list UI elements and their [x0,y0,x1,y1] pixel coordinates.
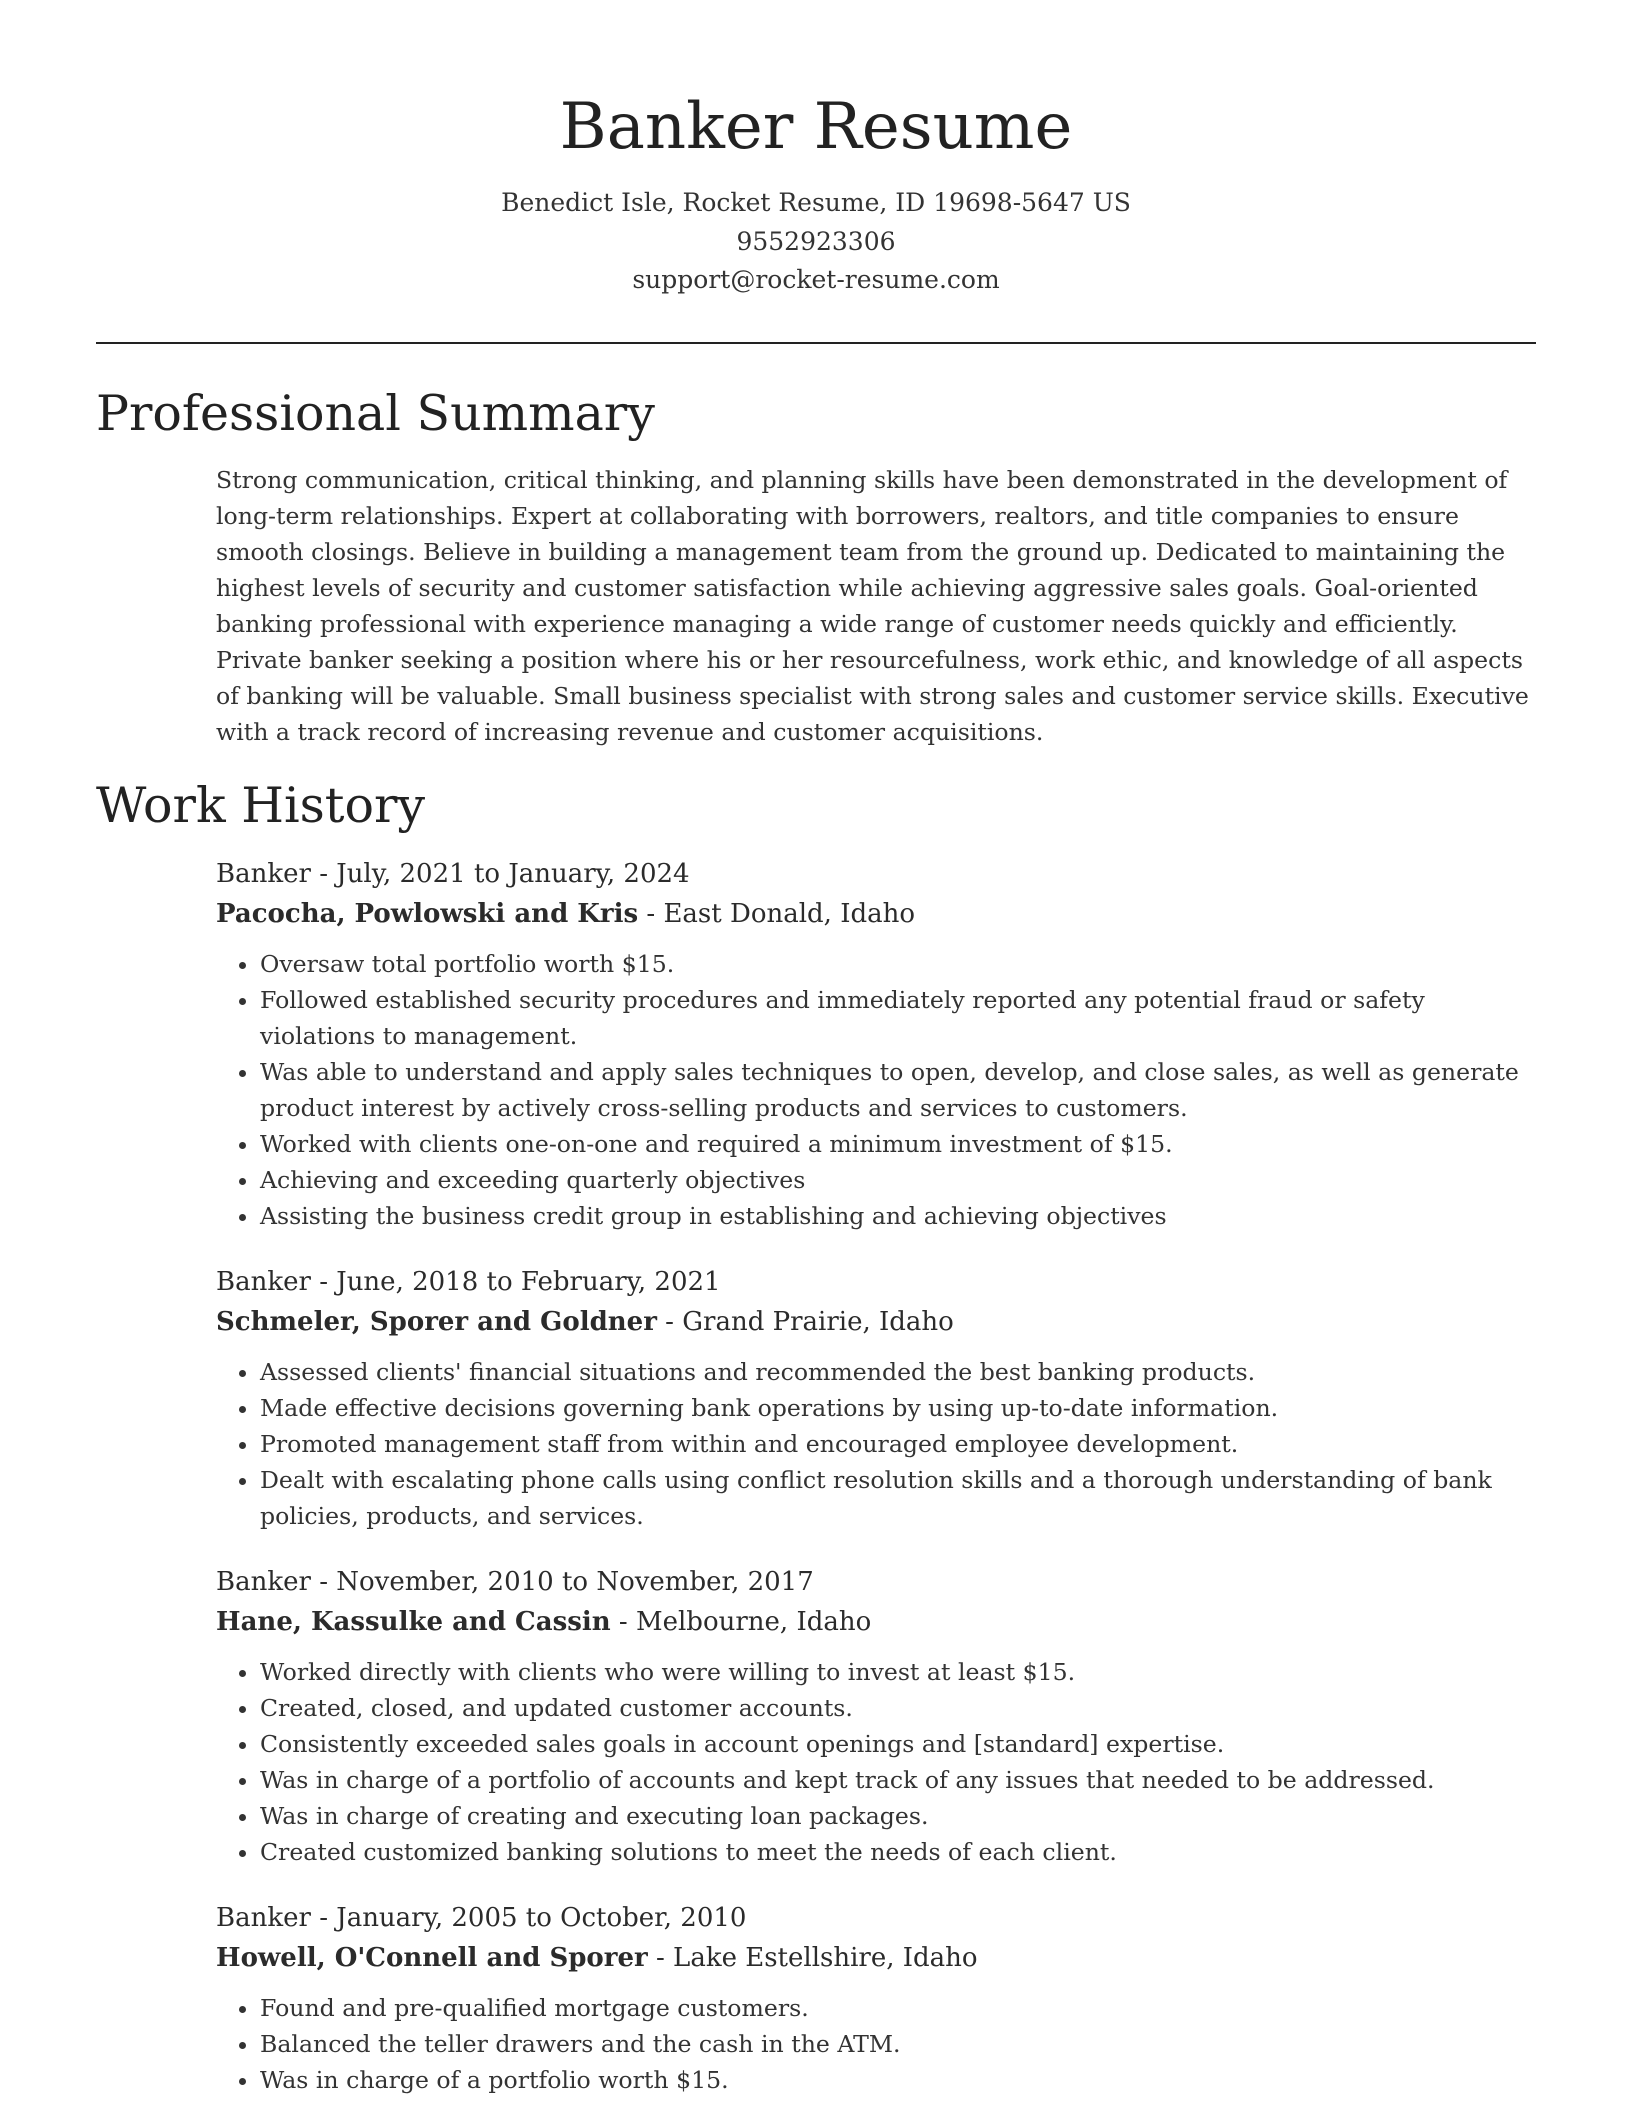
bullet-item: • Created customized banking solutions to meet the needs of each client. [260,1834,1541,1870]
job-title-line [216,1262,1541,1302]
summary-text: Strong communication, critical thinking, and planning skills have been demonstrated in the development of long-term relationships. Expert at collaborating with borrowers, realtors, and title companies to ensure smooth closings. Believe in building a management team from the ground up. Dedicated to maintaining the highest levels of security and customer satisfaction while achieving aggressive sales goals. Goal-oriented banking professional with experience managing a wide range of customer needs quickly and efficiently. Private banker seeking a position where his or her resourcefulness, work ethic, and knowledge of all aspects of banking will be valuable. Small business specialist with strong sales and customer service skills. Executive with a track record of increasing revenue and customer acquisitions. [216,466,1529,746]
bullet-item: • Found and pre-qualified mortgage customers. [260,1990,1541,2026]
separator: - [310,1267,337,1297]
resume-header [0,0,1632,300]
job-role: Banker [216,1567,311,1597]
job-dates: June, 2018 to February, 2021 [336,1267,721,1297]
bullet-item: • Created, closed, and updated customer accounts. [260,1690,1541,1726]
job-location: Lake Estellshire, Idaho [673,1943,978,1973]
bullet-item: • Followed established security procedures and immediately reported any potential fraud or safety violations to management. [260,982,1541,1054]
job-location: Grand Prairie, Idaho [682,1307,954,1337]
bullet-item: • Assisting the business credit group in establishing and achieving objectives [260,1198,1541,1234]
job-company: Pacocha, Powlowski and Kris [216,899,639,929]
job-entry [216,1562,1541,1870]
job-company-line [216,1602,1541,1642]
job-company: Schmeler, Sporer and Goldner [216,1307,657,1337]
separator: - [310,1567,337,1597]
work-history-list [216,854,1541,2112]
bullet-item: • Oversaw total portfolio worth $15. [260,946,1541,982]
job-dates: November, 2010 to November, 2017 [336,1567,814,1597]
job-entry [216,1898,1541,2098]
job-company-line [216,1302,1541,1342]
bullet-item: • Was in charge of a portfolio worth $15. [260,2062,1541,2098]
phone: 9552923306 [736,226,896,256]
resume-title: Banker Resume [559,90,1073,164]
job-title-line [216,1562,1541,1602]
job-company-line [216,1938,1541,1978]
contact-info [0,184,1632,300]
job-entry [216,1262,1541,1534]
job-role: Banker [216,859,311,889]
job-bullets [216,1354,1541,1534]
bullet-item: • Was in charge of creating and executing loan packages. [260,1798,1541,1834]
address: Benedict Isle, Rocket Resume, ID 19698-5647 US [501,188,1131,217]
bullet-item: • Balanced the teller drawers and the cash in the ATM. [260,2026,1541,2062]
job-role: Banker [216,1903,311,1933]
separator: - [656,1307,683,1337]
separator: - [610,1607,636,1637]
work-history-heading: Work History [96,777,426,834]
bullet-item: • Worked directly with clients who were willing to invest at least $15. [260,1654,1541,1690]
job-title-line [216,854,1541,894]
bullet-item: • Assessed clients' financial situations and recommended the best banking products. [260,1354,1541,1390]
job-role: Banker [216,1267,311,1297]
job-company: Hane, Kassulke and Cassin [216,1607,611,1637]
job-company-line [216,894,1541,934]
separator: - [638,899,664,929]
bullet-item: • Consistently exceeded sales goals in account openings and [standard] expertise. [260,1726,1541,1762]
job-dates: January, 2005 to October, 2010 [336,1903,747,1933]
header-divider [96,342,1536,344]
job-entry [216,854,1541,1234]
bullet-item: • Was in charge of a portfolio of accounts and kept track of any issues that needed to be addressed. [260,1762,1541,1798]
job-location: East Donald, Idaho [663,899,916,929]
bullet-item: • Promoted management staff from within and encouraged employee development. [260,1426,1541,1462]
bullet-item: • Worked with clients one-on-one and required a minimum investment of $15. [260,1126,1541,1162]
bullet-item: • Was able to understand and apply sales techniques to open, develop, and close sales, as well as generate product interest by actively cross-selling products and services to customers. [260,1054,1541,1126]
bullet-item: • Achieving and exceeding quarterly objectives [260,1162,1541,1198]
job-bullets [216,1654,1541,1870]
summary-heading: Professional Summary [96,385,655,442]
separator: - [310,1903,337,1933]
job-location: Melbourne, Idaho [635,1607,872,1637]
separator: - [310,859,337,889]
email: support@rocket-resume.com [632,265,1000,294]
separator: - [647,1943,674,1973]
job-bullets [216,946,1541,1234]
job-company: Howell, O'Connell and Sporer [216,1943,648,1973]
job-dates: July, 2021 to January, 2024 [336,859,690,889]
bullet-item: • Made effective decisions governing bank operations by using up-to-date information. [260,1390,1541,1426]
job-bullets [216,1990,1541,2098]
job-title-line [216,1898,1541,1938]
bullet-item: • Dealt with escalating phone calls using conflict resolution skills and a thorough understanding of bank policies, products, and services. [260,1462,1541,1534]
